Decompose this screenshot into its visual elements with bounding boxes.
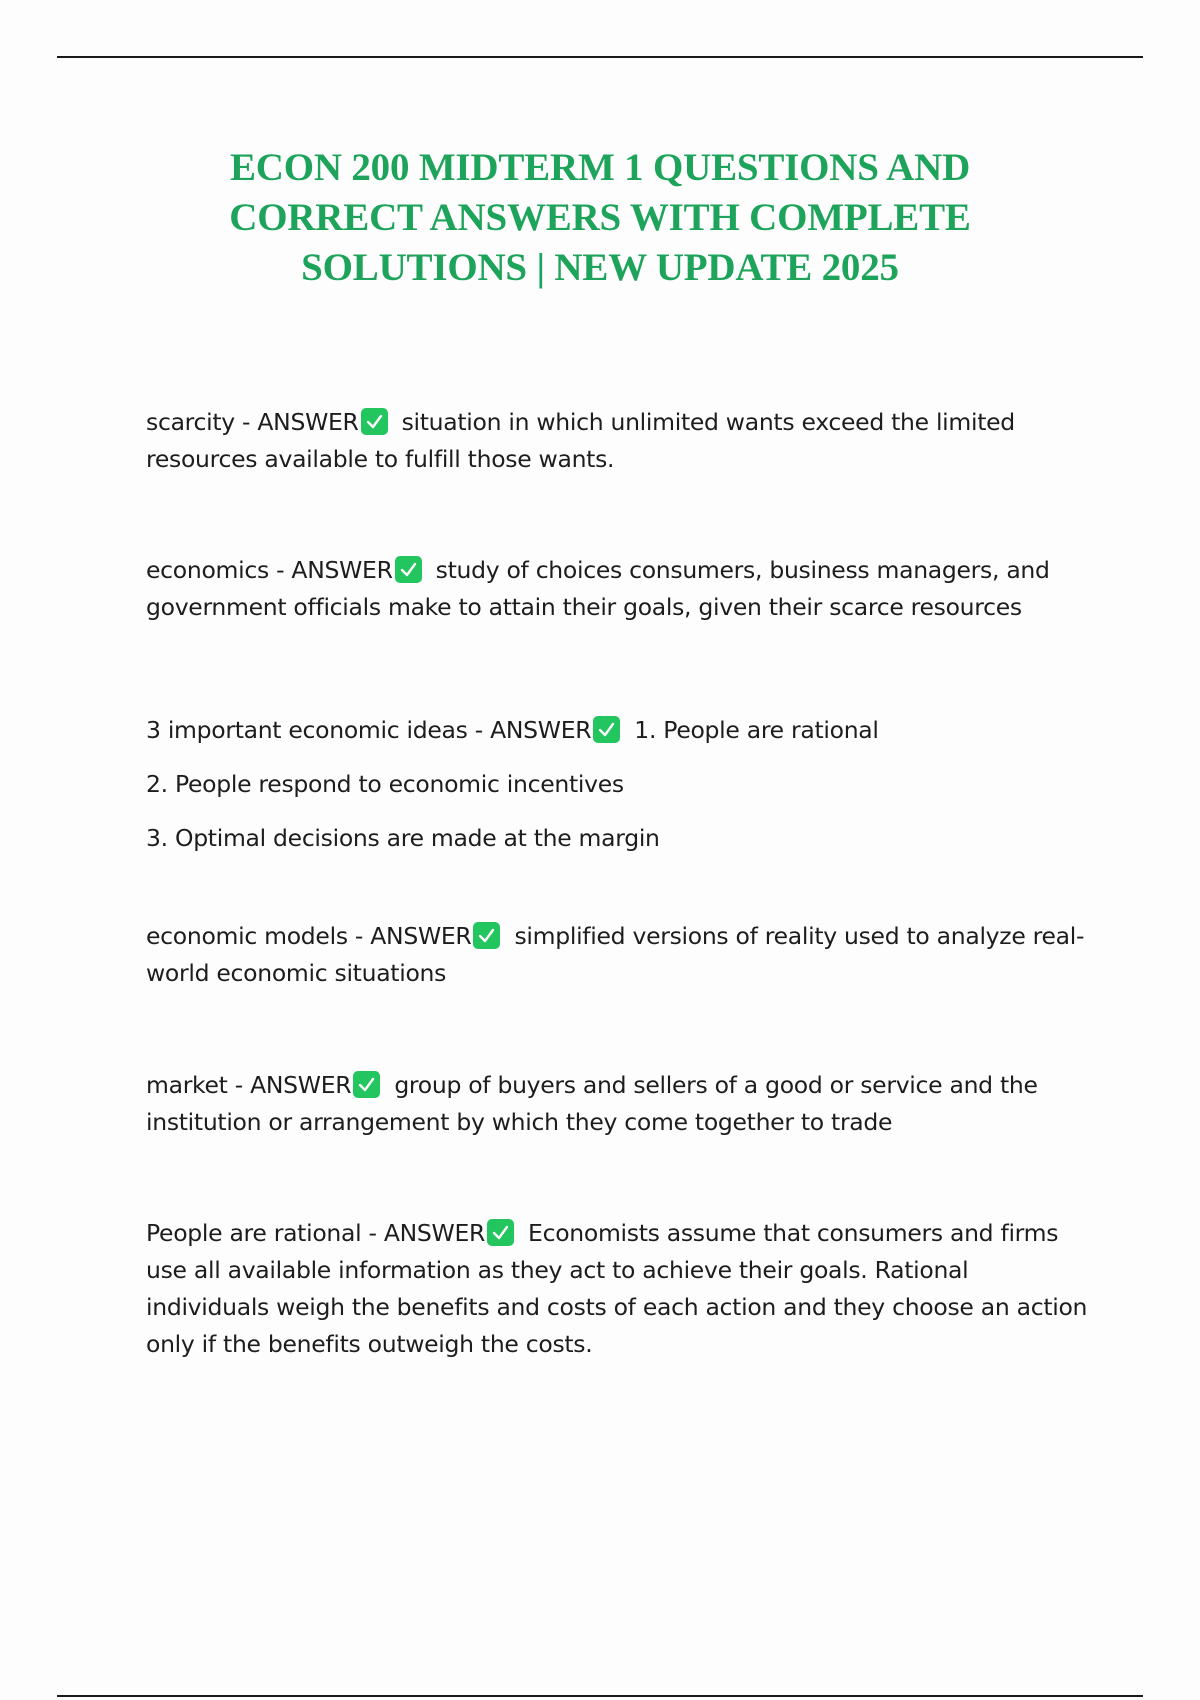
qa-text [146,552,1096,626]
qa-item-economic-ideas [146,703,1096,865]
qa-term: 3 important economic ideas - ANSWER [146,716,592,744]
qa-item-economic-models [146,918,1096,992]
qa-text [146,703,1096,757]
document-title: ECON 200 MIDTERM 1 QUESTIONS AND CORRECT ANSWERS WITH COMPLETE SOLUTIONS | NEW UPDATE 2025 [229,146,971,289]
qa-definition: group of buyers and sellers of a good or service and the institution or arrangement by which they come together to trade [146,1071,1038,1136]
qa-list-line: 3. Optimal decisions are made at the margin [146,824,660,852]
checkmark-icon [361,408,388,435]
qa-definition: situation in which unlimited wants exceed the limited resources available to fulfill those wants. [146,408,1015,473]
qa-text [146,1067,1096,1141]
checkmark-icon [395,556,422,583]
qa-term: market - ANSWER [146,1071,352,1099]
qa-text [146,918,1096,992]
footer-rule [57,1695,1143,1697]
qa-definition: 1. People are rational [634,716,879,744]
qa-definition: study of choices consumers, business managers, and government officials make to attain their goals, given their scarce resources [146,556,1050,621]
qa-item-economics [146,552,1096,626]
qa-item-scarcity [146,404,1096,478]
qa-definition: Economists assume that consumers and firms use all available information as they act to achieve their goals. Rational individuals weigh the benefits and costs of each action and they choose an action only if the benefits outweigh the costs. [146,1219,1088,1358]
qa-item-people-are-rational [146,1215,1096,1363]
qa-term: economic models - ANSWER [146,922,472,950]
checkmark-icon [353,1071,380,1098]
qa-text [146,1215,1096,1363]
checkmark-icon [593,716,620,743]
qa-list-line: 2. People respond to economic incentives [146,770,624,798]
checkmark-icon [473,922,500,949]
checkmark-icon [487,1219,514,1246]
qa-definition: simplified versions of reality used to analyze real-world economic situations [146,922,1085,987]
qa-term: economics - ANSWER [146,556,393,584]
qa-term: scarcity - ANSWER [146,408,359,436]
qa-item-market [146,1067,1096,1141]
header-rule [57,56,1143,58]
qa-text [146,404,1096,478]
qa-term: People are rational - ANSWER [146,1219,486,1247]
